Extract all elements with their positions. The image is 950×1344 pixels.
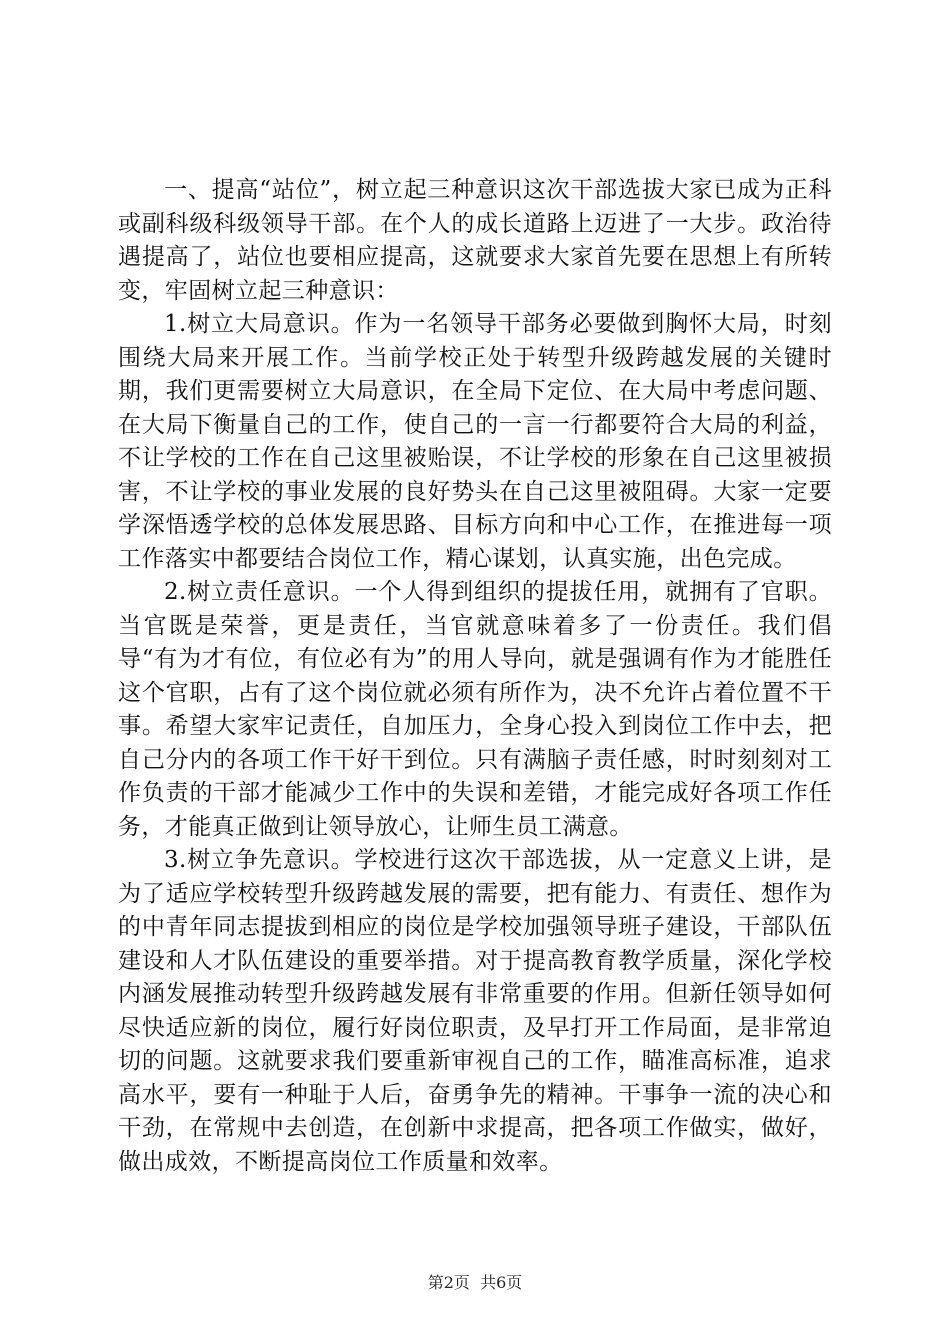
document-body [118,174,832,1179]
paragraph-excellence-awareness: 3.树立争先意识。学校进行这次干部选拔，从一定意义上讲，是为了适应学校转型升级跨越发展的需要，把有能力、有责任、想作为的中青年同志提拔到相应的岗位是学校加强领导班子建设，干部队伍建设和人才队伍建设的重要举措。对于提高教育教学质量，深化学校内涵发展推动转型升级跨越发展有非常重要的作用。但新任领导如何尽快适应新的岗位，履行好岗位职责，及早打开工作局面，是非常迫切的问题。这就要求我们要重新审视自己的工作，瞄准高标准，追求高水平，要有一种耻于人后，奋勇争先的精神。干事争一流的决心和干劲，在常规中去创造，在创新中求提高，把各项工作做实，做好，做出成效，不断提高岗位工作质量和效率。 [118,847,832,1175]
paragraph-responsibility-awareness: 2.树立责任意识。一个人得到组织的提拔任用，就拥有了官职。当官既是荣誉，更是责任，当官就意味着多了一份责任。我们倡导“有为才有位，有位必有为”的用人导向，就是强调有作为才能胜任这个官职，占有了这个岗位就必须有所作为，决不允许占着位置不干事。希望大家牢记责任，自加压力，全身心投入到岗位工作中去，把自己分内的各项工作干好干到位。只有满脑子责任感，时时刻刻对工作负责的干部才能减少工作中的失误和差错，才能完成好各项工作任务，才能真正做到让领导放心，让师生员工满意。 [118,579,832,840]
paragraph-overall-awareness: 1.树立大局意识。作为一名领导干部务必要做到胸怀大局，时刻围绕大局来开展工作。当前学校正处于转型升级跨越发展的关键时期，我们更需要树立大局意识，在全局下定位、在大局中考虑问题、在大局下衡量自己的工作，使自己的一言一行都要符合大局的利益，不让学校的工作在自己这里被贻误，不让学校的形象在自己这里被损害，不让学校的事业发展的良好势头在自己这里被阻碍。大家一定要学深悟透学校的总体发展思路、目标方向和中心工作，在推进每一项工作落实中都要结合岗位工作，精心谋划，认真实施，出色完成。 [118,311,832,572]
page-number-footer: 第2页 共6页 [427,1273,523,1292]
paragraph-intro: 一、提高“站位”，树立起三种意识这次干部选拔大家已成为正科或副科级科级领导干部。在个人的成长道路上迈进了一大步。政治待遇提高了，站位也要相应提高，这就要求大家首先要在思想上有所转变，牢固树立起三种意识： [118,177,832,304]
